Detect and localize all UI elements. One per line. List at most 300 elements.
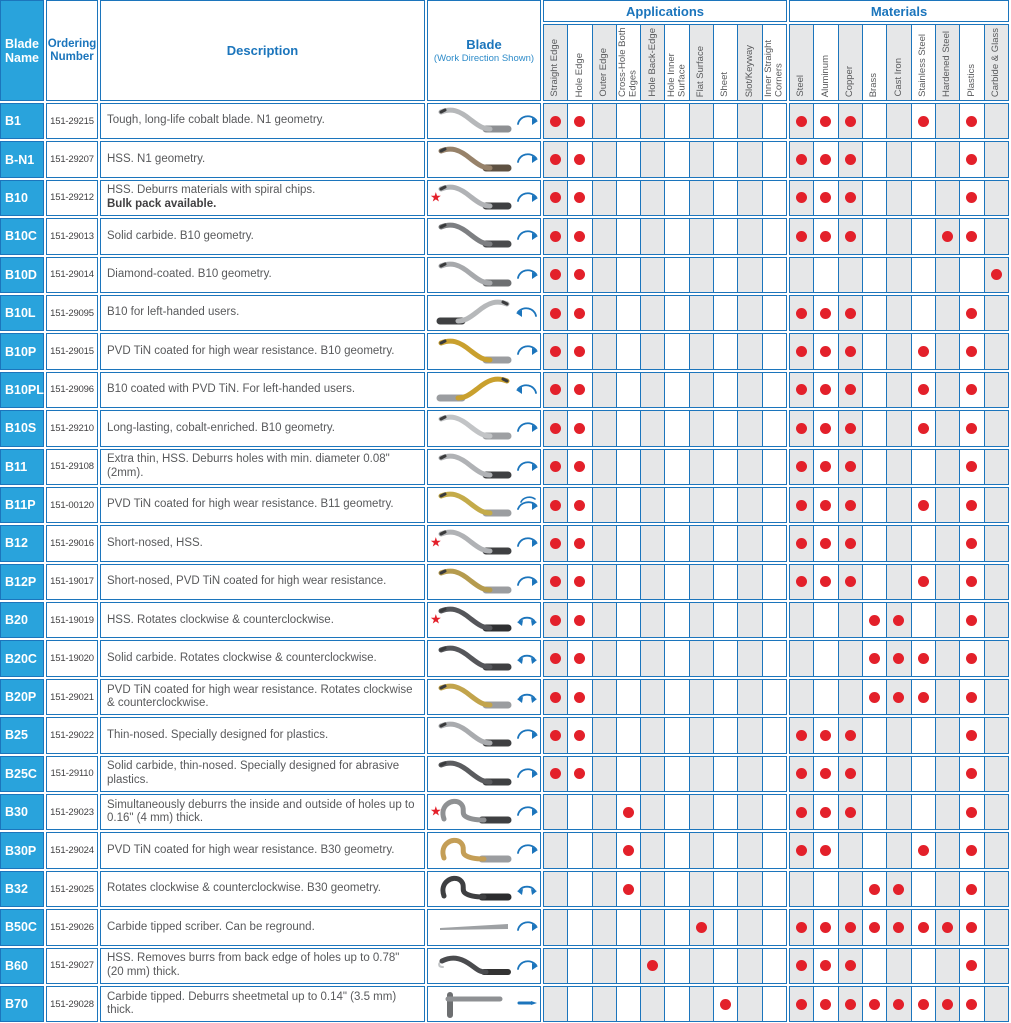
- table-row: [0, 871, 1011, 907]
- material-column-9-label: Carbide & Glass: [990, 27, 1002, 97]
- application-dot: [550, 576, 561, 587]
- dot-cell: [839, 910, 863, 944]
- dot-cell: [887, 258, 911, 292]
- material-dot: [845, 308, 856, 319]
- dot-cell: [690, 334, 714, 368]
- material-dot: [796, 192, 807, 203]
- description-text: PVD TiN coated for high wear resistance. B10 geometry.: [107, 344, 395, 357]
- blade-image-cell: [427, 257, 541, 293]
- work-direction-arrow-icon: [515, 492, 539, 519]
- dot-cell: [665, 949, 689, 983]
- dot-cell: [617, 488, 641, 522]
- dot-cell: [863, 910, 887, 944]
- application-dot: [550, 768, 561, 779]
- materials-dots: [789, 986, 1009, 1022]
- dot-cell: [641, 219, 665, 253]
- dot-cell: [790, 373, 814, 407]
- dot-cell: [641, 450, 665, 484]
- dot-cell: [714, 296, 738, 330]
- material-dot: [869, 999, 880, 1010]
- dot-cell: [714, 142, 738, 176]
- material-dot: [966, 423, 977, 434]
- application-dot: [623, 807, 634, 818]
- applications-dots: [543, 640, 787, 676]
- dot-cell: [665, 181, 689, 215]
- dot-cell: [568, 641, 592, 675]
- dot-cell: [936, 603, 960, 637]
- ordering-number: 151-29110: [46, 756, 98, 792]
- ordering-number: 151-29014: [46, 257, 98, 293]
- dot-cell: [617, 142, 641, 176]
- description-text: HSS. Rotates clockwise & counterclockwise.: [107, 613, 334, 626]
- dot-cell: [960, 296, 984, 330]
- material-dot: [893, 922, 904, 933]
- table-row: [0, 141, 1011, 177]
- application-dot: [574, 500, 585, 511]
- table-row: [0, 948, 1011, 984]
- ordering-number: 151-29015: [46, 333, 98, 369]
- blade-image-cell: [427, 564, 541, 600]
- dot-cell: [839, 833, 863, 867]
- dot-cell: [936, 142, 960, 176]
- description-text: Thin-nosed. Specially designed for plastics.: [107, 728, 329, 741]
- blade-name: B50C: [0, 909, 44, 945]
- dot-cell: [936, 718, 960, 752]
- material-dot: [966, 922, 977, 933]
- dot-cell: [568, 219, 592, 253]
- application-dot: [550, 269, 561, 280]
- work-direction-arrow-icon: [515, 645, 539, 672]
- blade-image: [434, 336, 514, 368]
- dot-cell: [863, 680, 887, 714]
- dot-cell: [863, 334, 887, 368]
- description-text: Solid carbide, thin-nosed. Specially designed for abrasive plastics.: [107, 760, 400, 786]
- dot-cell: [814, 641, 838, 675]
- material-column-5-label: Cast Iron: [892, 58, 904, 97]
- dot-cell: [665, 795, 689, 829]
- blade-name: B70: [0, 986, 44, 1022]
- dot-cell: [568, 411, 592, 445]
- material-dot: [966, 884, 977, 895]
- application-dot: [696, 922, 707, 933]
- dot-cell: [912, 757, 936, 791]
- material-dot: [918, 500, 929, 511]
- materials-dots: [789, 525, 1009, 561]
- material-dot: [845, 999, 856, 1010]
- applications-dots: [543, 679, 787, 715]
- work-direction-arrow-icon: [515, 837, 539, 864]
- dot-cell: [912, 718, 936, 752]
- dot-cell: [839, 219, 863, 253]
- dot-cell: [641, 296, 665, 330]
- dot-cell: [936, 488, 960, 522]
- applications-dots: [543, 871, 787, 907]
- dot-cell: [887, 219, 911, 253]
- dot-cell: [690, 181, 714, 215]
- materials-dots: [789, 449, 1009, 485]
- dot-cell: [544, 949, 568, 983]
- description-text: Carbide tipped scriber. Can be reground.: [107, 920, 315, 933]
- dot-cell: [568, 258, 592, 292]
- blade-name: B11P: [0, 487, 44, 523]
- dot-cell: [738, 833, 762, 867]
- material-dot: [820, 384, 831, 395]
- dot-cell: [790, 181, 814, 215]
- star-icon: ★: [430, 611, 442, 627]
- material-dot: [966, 615, 977, 626]
- dot-cell: [936, 949, 960, 983]
- work-direction-arrow-icon: [515, 300, 539, 327]
- application-dot: [574, 461, 585, 472]
- material-dot: [796, 154, 807, 165]
- work-direction-arrow-icon: [515, 722, 539, 749]
- dot-cell: [887, 987, 911, 1021]
- material-dot: [893, 615, 904, 626]
- dot-cell: [714, 641, 738, 675]
- dot-cell: [960, 488, 984, 522]
- application-column-8-label: Sheet: [719, 72, 731, 97]
- dot-cell: [763, 181, 786, 215]
- dot-cell: [985, 987, 1008, 1021]
- work-direction-arrow-icon: [515, 684, 539, 711]
- dot-cell: [568, 987, 592, 1021]
- work-direction-arrow-icon: [515, 799, 539, 826]
- applications-group: [543, 0, 787, 101]
- blade-name: B30: [0, 794, 44, 830]
- material-column-8: [960, 25, 984, 100]
- ordering-number: 151-29022: [46, 717, 98, 753]
- dot-cell: [839, 296, 863, 330]
- material-dot: [869, 653, 880, 664]
- dot-cell: [960, 373, 984, 407]
- dot-cell: [960, 411, 984, 445]
- description-text: B10 for left-handed users.: [107, 306, 240, 319]
- dot-cell: [985, 373, 1008, 407]
- dot-cell: [814, 488, 838, 522]
- application-dot: [574, 423, 585, 434]
- blade-image-cell: [427, 640, 541, 676]
- dot-cell: [960, 258, 984, 292]
- application-column-10-label: Inner Straight Corners: [762, 39, 785, 97]
- dot-cell: [912, 296, 936, 330]
- description-text: Solid carbide. B10 geometry.: [107, 229, 254, 242]
- dot-cell: [738, 641, 762, 675]
- blade-image: [434, 489, 514, 521]
- dot-cell: [617, 872, 641, 906]
- dot-cell: [863, 296, 887, 330]
- dot-cell: [839, 373, 863, 407]
- dot-cell: [665, 334, 689, 368]
- description-note: Bulk pack available.: [107, 197, 217, 210]
- materials-dots: [789, 679, 1009, 715]
- dot-cell: [960, 334, 984, 368]
- ordering-number: 151-29212: [46, 180, 98, 216]
- dot-cell: [617, 411, 641, 445]
- dot-cell: [714, 334, 738, 368]
- table-row: [0, 257, 1011, 293]
- material-dot: [942, 231, 953, 242]
- material-dot: [820, 500, 831, 511]
- material-column-5: [887, 25, 911, 100]
- material-dot: [966, 231, 977, 242]
- dot-cell: [936, 411, 960, 445]
- dot-cell: [763, 526, 786, 560]
- dot-cell: [839, 411, 863, 445]
- dot-cell: [763, 104, 786, 138]
- col-header-ordering-number: Ordering Number: [46, 0, 98, 101]
- dot-cell: [985, 833, 1008, 867]
- material-dot: [845, 154, 856, 165]
- dot-cell: [714, 910, 738, 944]
- dot-cell: [544, 334, 568, 368]
- dot-cell: [641, 488, 665, 522]
- material-dot: [966, 116, 977, 127]
- dot-cell: [960, 833, 984, 867]
- application-column-6: [665, 25, 689, 100]
- description: [100, 487, 425, 523]
- materials-dots: [789, 640, 1009, 676]
- dot-cell: [863, 949, 887, 983]
- blade-name: B32: [0, 871, 44, 907]
- material-dot: [845, 461, 856, 472]
- table-row: [0, 602, 1011, 638]
- dot-cell: [641, 334, 665, 368]
- application-column-2-label: Hole Edge: [573, 52, 585, 97]
- dot-cell: [863, 795, 887, 829]
- dot-cell: [936, 334, 960, 368]
- dot-cell: [960, 795, 984, 829]
- dot-cell: [960, 181, 984, 215]
- applications-dots: [543, 525, 787, 561]
- dot-cell: [763, 795, 786, 829]
- application-column-4: [617, 25, 641, 100]
- dot-cell: [985, 450, 1008, 484]
- dot-cell: [863, 565, 887, 599]
- dot-cell: [544, 910, 568, 944]
- dot-cell: [887, 795, 911, 829]
- description: [100, 679, 425, 715]
- dot-cell: [790, 603, 814, 637]
- description: [100, 295, 425, 331]
- dot-cell: [839, 104, 863, 138]
- application-dot: [550, 384, 561, 395]
- dot-cell: [839, 603, 863, 637]
- dot-cell: [641, 795, 665, 829]
- dot-cell: [863, 757, 887, 791]
- dot-cell: [763, 373, 786, 407]
- dot-cell: [763, 488, 786, 522]
- dot-cell: [544, 603, 568, 637]
- material-dot: [869, 615, 880, 626]
- dot-cell: [544, 526, 568, 560]
- star-icon: ★: [430, 189, 442, 205]
- dot-cell: [887, 450, 911, 484]
- dot-cell: [593, 641, 617, 675]
- dot-cell: [665, 258, 689, 292]
- dot-cell: [887, 641, 911, 675]
- application-dot: [550, 500, 561, 511]
- dot-cell: [714, 757, 738, 791]
- blade-image: [434, 873, 514, 905]
- dot-cell: [814, 757, 838, 791]
- dot-cell: [960, 219, 984, 253]
- material-dot: [820, 999, 831, 1010]
- dot-cell: [863, 641, 887, 675]
- blade-name: B-N1: [0, 141, 44, 177]
- dot-cell: [714, 872, 738, 906]
- work-direction-arrow-icon: [515, 146, 539, 173]
- blade-image: [434, 758, 514, 790]
- application-dot: [550, 154, 561, 165]
- dot-cell: [936, 987, 960, 1021]
- dot-cell: [641, 411, 665, 445]
- material-dot: [820, 154, 831, 165]
- material-dot: [845, 346, 856, 357]
- material-column-1: [790, 25, 814, 100]
- dot-cell: [790, 488, 814, 522]
- dot-cell: [641, 641, 665, 675]
- dot-cell: [985, 641, 1008, 675]
- dot-cell: [617, 219, 641, 253]
- blade-name: B25: [0, 717, 44, 753]
- description: [100, 103, 425, 139]
- dot-cell: [593, 910, 617, 944]
- dot-cell: [593, 718, 617, 752]
- dot-cell: [863, 872, 887, 906]
- blade-image: [434, 451, 514, 483]
- material-dot: [966, 192, 977, 203]
- ordering-number: 151-29210: [46, 410, 98, 446]
- blade-image-cell: [427, 449, 541, 485]
- dot-cell: [790, 334, 814, 368]
- application-dot: [550, 538, 561, 549]
- description: [100, 141, 425, 177]
- material-column-8-label: Plastics: [965, 64, 977, 97]
- blade-image-cell: [427, 333, 541, 369]
- dot-cell: [641, 526, 665, 560]
- dot-cell: [863, 987, 887, 1021]
- dot-cell: [617, 987, 641, 1021]
- blade-name: B1: [0, 103, 44, 139]
- application-dot: [574, 730, 585, 741]
- dot-cell: [665, 680, 689, 714]
- dot-cell: [814, 104, 838, 138]
- blade-image-cell: [427, 794, 541, 830]
- description: [100, 410, 425, 446]
- materials-dots: [789, 948, 1009, 984]
- description-text: Solid carbide. Rotates clockwise & counterclockwise.: [107, 651, 377, 664]
- application-dot: [720, 999, 731, 1010]
- dot-cell: [936, 219, 960, 253]
- dot-cell: [887, 603, 911, 637]
- dot-cell: [690, 949, 714, 983]
- table-row: [0, 103, 1011, 139]
- material-dot: [820, 730, 831, 741]
- description-text: Rotates clockwise & counterclockwise. B30 geometry.: [107, 882, 381, 895]
- dot-cell: [985, 219, 1008, 253]
- dot-cell: [617, 104, 641, 138]
- table-row: [0, 909, 1011, 945]
- dot-cell: [936, 104, 960, 138]
- material-dot: [845, 730, 856, 741]
- blade-image: [434, 911, 514, 943]
- dot-cell: [690, 142, 714, 176]
- dot-cell: [738, 142, 762, 176]
- dot-cell: [839, 334, 863, 368]
- application-dot: [623, 884, 634, 895]
- work-direction-arrow-icon: [515, 991, 539, 1018]
- dot-cell: [863, 411, 887, 445]
- work-direction-arrow-icon: [515, 338, 539, 365]
- description: [100, 218, 425, 254]
- dot-cell: [690, 872, 714, 906]
- material-dot: [918, 384, 929, 395]
- dot-cell: [863, 258, 887, 292]
- dot-cell: [985, 526, 1008, 560]
- applications-dots: [543, 602, 787, 638]
- blade-name: B30P: [0, 832, 44, 868]
- material-dot: [796, 730, 807, 741]
- dot-cell: [863, 450, 887, 484]
- dot-cell: [936, 565, 960, 599]
- description: [100, 871, 425, 907]
- dot-cell: [665, 757, 689, 791]
- dot-cell: [960, 757, 984, 791]
- dot-cell: [617, 680, 641, 714]
- applications-dots: [543, 103, 787, 139]
- material-dot: [966, 768, 977, 779]
- dot-cell: [814, 258, 838, 292]
- blade-image: [434, 527, 514, 559]
- col-header-blade: [427, 0, 541, 101]
- dot-cell: [763, 872, 786, 906]
- dot-cell: [985, 949, 1008, 983]
- description: [100, 449, 425, 485]
- dot-cell: [814, 373, 838, 407]
- blade-image-cell: [427, 180, 541, 216]
- table-row: [0, 986, 1011, 1022]
- material-dot: [966, 692, 977, 703]
- dot-cell: [738, 718, 762, 752]
- material-dot: [869, 692, 880, 703]
- material-dot: [845, 538, 856, 549]
- dot-cell: [912, 795, 936, 829]
- description: [100, 372, 425, 408]
- dot-cell: [593, 565, 617, 599]
- dot-cell: [690, 833, 714, 867]
- dot-cell: [887, 104, 911, 138]
- blade-image-cell: [427, 410, 541, 446]
- work-direction-arrow-icon: [515, 223, 539, 250]
- application-column-9-label: Slot/Keyway: [743, 44, 755, 97]
- materials-dots: [789, 717, 1009, 753]
- materials-dots: [789, 410, 1009, 446]
- dot-cell: [690, 795, 714, 829]
- applications-dots: [543, 449, 787, 485]
- materials-dots: [789, 372, 1009, 408]
- dot-cell: [985, 872, 1008, 906]
- dot-cell: [641, 718, 665, 752]
- dot-cell: [763, 411, 786, 445]
- dot-cell: [839, 181, 863, 215]
- dot-cell: [544, 373, 568, 407]
- dot-cell: [641, 910, 665, 944]
- dot-cell: [714, 181, 738, 215]
- blade-image-cell: [427, 218, 541, 254]
- application-column-7-label: Flat Surface: [695, 45, 707, 97]
- application-column-3-label: Outer Edge: [597, 48, 609, 97]
- blade-image-cell: [427, 832, 541, 868]
